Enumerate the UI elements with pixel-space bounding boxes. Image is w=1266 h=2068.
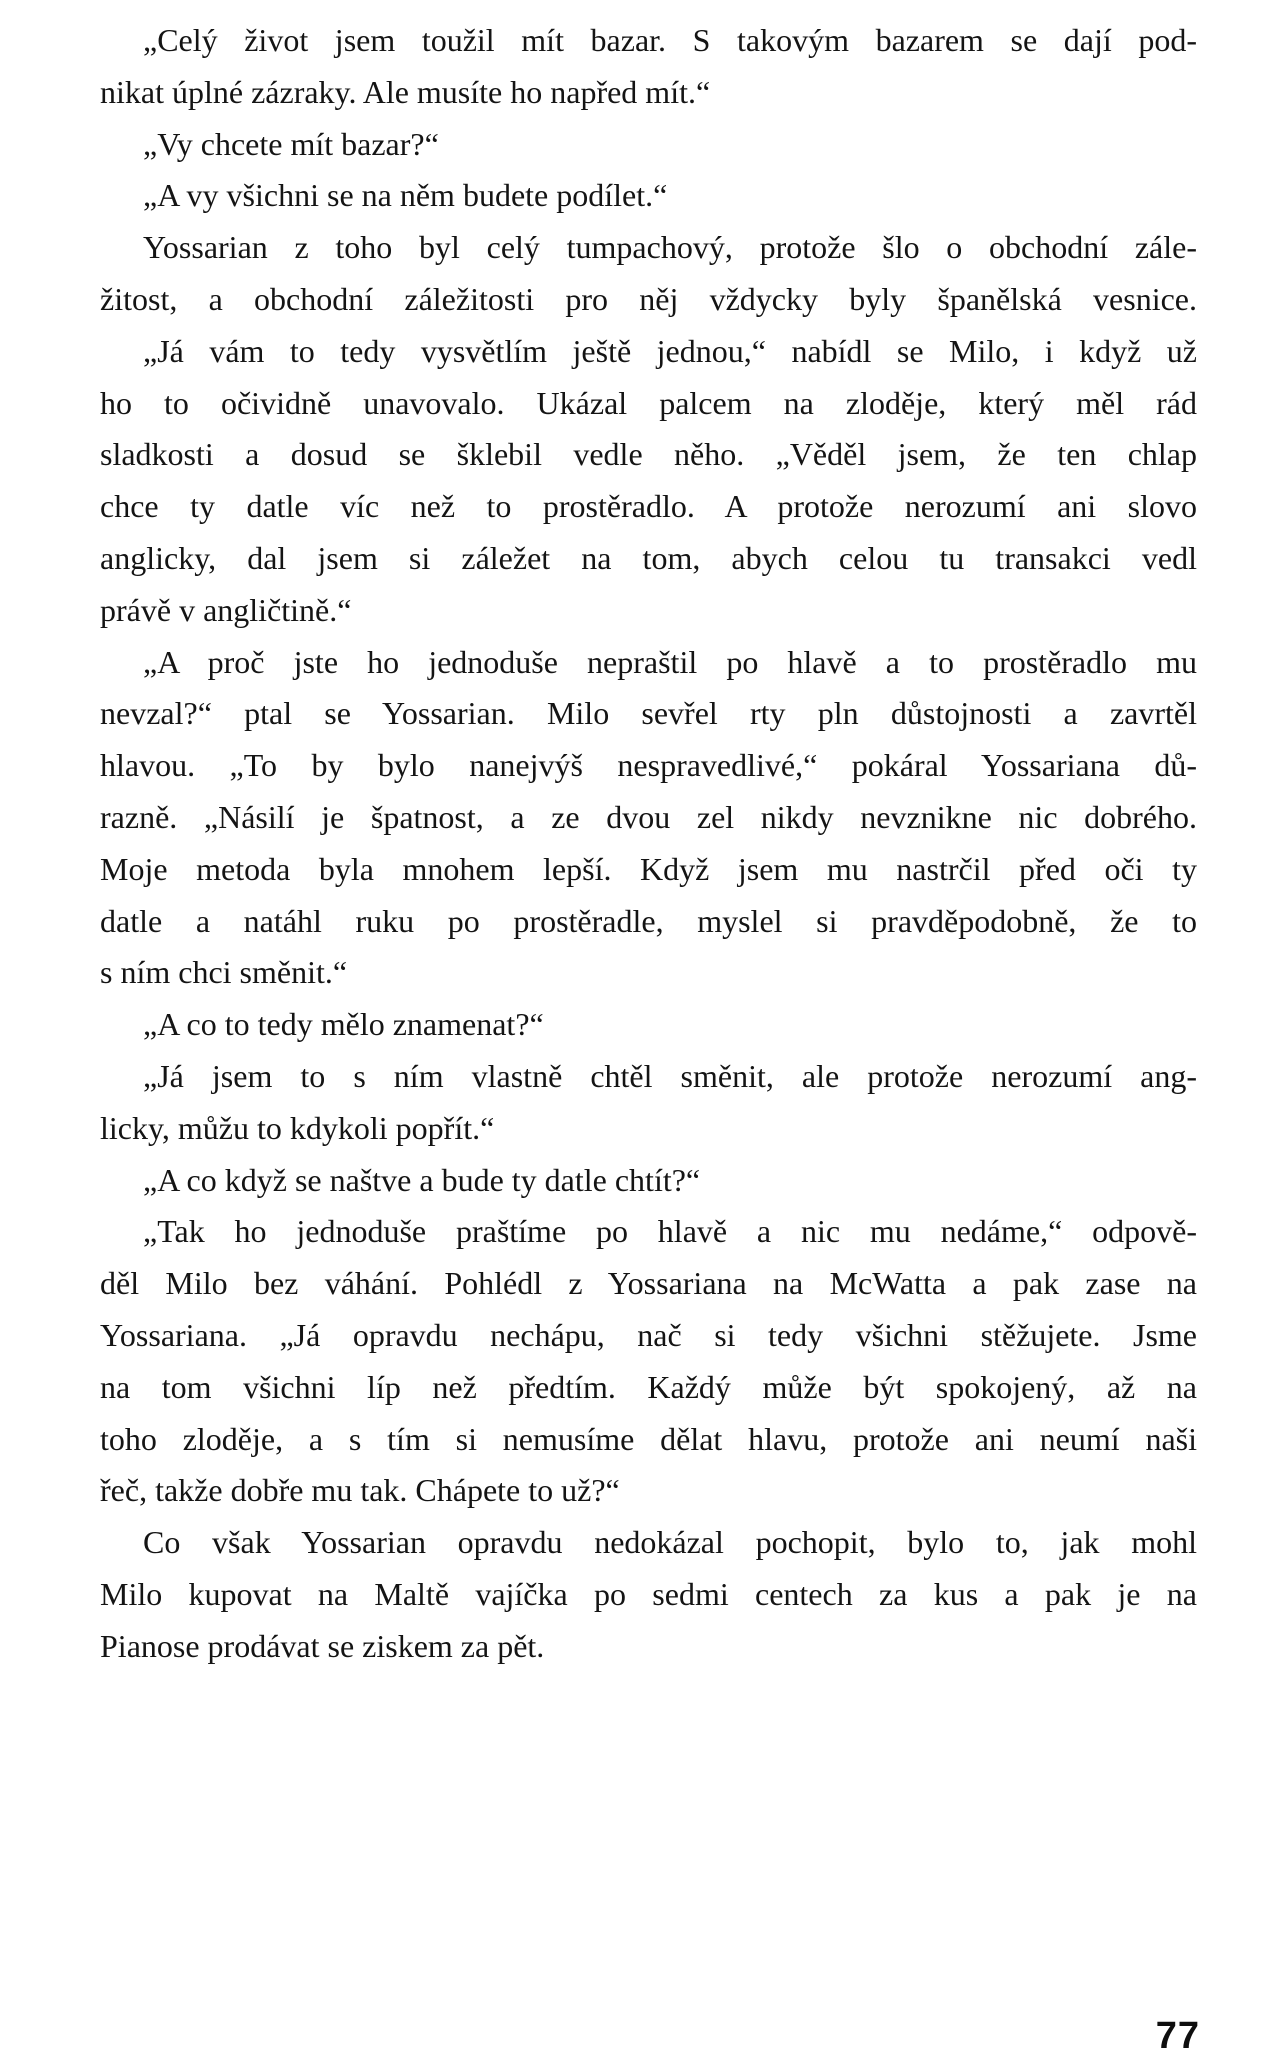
paragraph bbox=[100, 1517, 1197, 1672]
paragraph bbox=[100, 1051, 1197, 1155]
text-line: Yossariana. „Já opravdu nechápu, nač si tedy všichni stěžujete. Jsme bbox=[100, 1316, 1197, 1353]
text-line: toho zloděje, a s tím si nemusíme dělat hlavu, protože ani neumí naši bbox=[100, 1420, 1197, 1457]
page-number: 77 bbox=[1155, 2015, 1200, 2057]
paragraph bbox=[100, 119, 1197, 171]
text-line: sladkosti a dosud se šklebil vedle něho. „Věděl jsem, že ten chlap bbox=[100, 436, 1197, 473]
paragraph bbox=[100, 1206, 1197, 1517]
text-line: s ním chci směnit.“ bbox=[100, 954, 348, 991]
text-line: datle a natáhl ruku po prostěradle, myslel si pravděpodobně, že to bbox=[100, 902, 1197, 939]
text-line: „A vy všichni se na něm budete podílet.“ bbox=[143, 177, 668, 214]
text-line: „Já jsem to s ním vlastně chtěl směnit, ale protože nerozumí ang- bbox=[143, 1057, 1197, 1094]
text-line: děl Milo bez váhání. Pohlédl z Yossariana na McWatta a pak zase na bbox=[100, 1265, 1197, 1302]
text-line: „A proč jste ho jednoduše nepraštil po hlavě a to prostěradlo mu bbox=[143, 643, 1197, 680]
text-line: „A co když se naštve a bude ty datle chtít?“ bbox=[143, 1161, 701, 1198]
text-line: nikat úplné zázraky. Ale musíte ho napřed mít.“ bbox=[100, 73, 711, 110]
text-line: Milo kupovat na Maltě vajíčka po sedmi centech za kus a pak je na bbox=[100, 1575, 1197, 1612]
text-line: Moje metoda byla mnohem lepší. Když jsem mu nastrčil před oči ty bbox=[100, 850, 1197, 887]
text-line: anglicky, dal jsem si záležet na tom, abych celou tu transakci vedl bbox=[100, 539, 1197, 576]
text-line: na tom všichni líp než předtím. Každý může být spokojený, až na bbox=[100, 1368, 1197, 1405]
text-line: ho to očividně unavovalo. Ukázal palcem na zloděje, který měl rád bbox=[100, 384, 1197, 421]
text-line: nevzal?“ ptal se Yossarian. Milo sevřel rty pln důstojnosti a zavrtěl bbox=[100, 695, 1197, 732]
text-line: „A co to tedy mělo znamenat?“ bbox=[143, 1006, 544, 1043]
text-line: „Já vám to tedy vysvětlím ještě jednou,“ nabídl se Milo, i když už bbox=[143, 332, 1197, 369]
paragraph bbox=[100, 999, 1197, 1051]
text-line: žitost, a obchodní záležitosti pro něj vždycky byly španělská vesnice. bbox=[100, 280, 1197, 317]
text-block bbox=[100, 0, 1197, 1673]
text-line: „Tak ho jednoduše praštíme po hlavě a nic mu nedáme,“ odpově- bbox=[143, 1213, 1197, 1250]
paragraph bbox=[100, 15, 1197, 119]
paragraph bbox=[100, 326, 1197, 637]
paragraph bbox=[100, 222, 1197, 326]
text-line: hlavou. „To by bylo nanejvýš nespravedlivé,“ pokáral Yossariana dů- bbox=[100, 747, 1197, 784]
text-line: licky, můžu to kdykoli popřít.“ bbox=[100, 1109, 495, 1146]
text-line: řeč, takže dobře mu tak. Chápete to už?“ bbox=[100, 1472, 620, 1509]
text-line: Yossarian z toho byl celý tumpachový, protože šlo o obchodní zále- bbox=[143, 229, 1197, 266]
text-line: razně. „Násilí je špatnost, a ze dvou zel nikdy nevznikne nic dobrého. bbox=[100, 798, 1197, 835]
text-line: Co však Yossarian opravdu nedokázal pochopit, bylo to, jak mohl bbox=[143, 1524, 1197, 1561]
text-line: „Celý život jsem toužil mít bazar. S takovým bazarem se dají pod- bbox=[143, 22, 1197, 58]
text-line: právě v angličtině.“ bbox=[100, 591, 352, 628]
paragraph bbox=[100, 170, 1197, 222]
text-line: „Vy chcete mít bazar?“ bbox=[143, 125, 439, 162]
text-line: Pianose prodávat se ziskem za pět. bbox=[100, 1627, 545, 1664]
paragraph bbox=[100, 637, 1197, 1000]
text-line: chce ty datle víc než to prostěradlo. A protože nerozumí ani slovo bbox=[100, 488, 1197, 525]
paragraph bbox=[100, 1155, 1197, 1207]
